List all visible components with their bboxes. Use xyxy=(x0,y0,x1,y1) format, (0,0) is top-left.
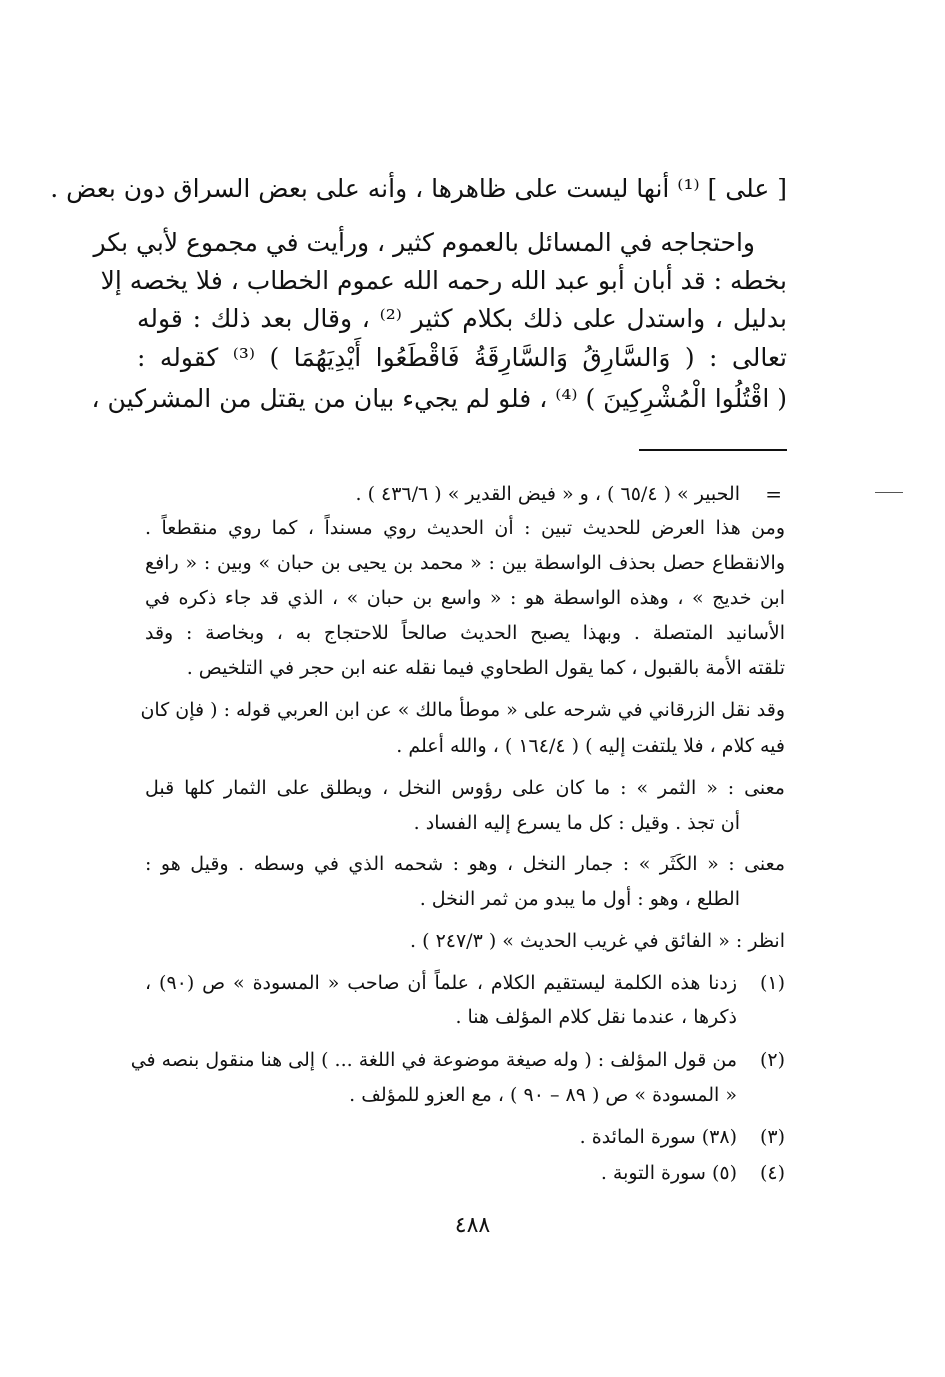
footnote-line: الحبير » ( ٦٥/٤ ) ، و « فيض القدير » ( ٤٣٦/٦ ) . xyxy=(355,483,740,505)
footnote-line: الأسانيد المتصلة . وبهذا يصبح الحديث صالحاً للاحتجاج به ، وبخاصة : وقد xyxy=(145,622,785,644)
footnote-line: ابن خديج » ، وهذه الواسطة هو : « واسع بن حبان » ، الذي قد جاء ذكره في xyxy=(145,587,785,609)
footnote-line: فيه كلام ، فلا يلتفت إليه ) ( ١٦٤/٤ ) ، والله أعلم . xyxy=(396,735,785,757)
footnote-line: انظر : « الفائق في غريب الحديث » ( ٢٤٧/٣ ) . xyxy=(410,930,785,952)
footnote-line: معنى : « الثمر » : ما كان على رؤوس النخل ، ويطلق على الثمار كلها قبل xyxy=(145,777,785,799)
main-line-3: بخطه : قد أبان أبو عبد الله رحمه الله عموم الخطاب ، فلا يخصه إلا xyxy=(100,266,787,295)
main-line-2: واحتجاجه في المسائل بالعموم كثير ، ورأيت في مجموع لأبي بكر xyxy=(93,228,755,257)
footnote-number: (٤) xyxy=(759,1162,785,1184)
footnote-line: زدنا هذه الكلمة ليستقيم الكلام ، علماً أن صاحب « المسودة » ص (٩٠) ، xyxy=(145,972,737,994)
footnote-line: والانقطاع حصل بحذف الواسطة بين : « محمد بن يحيى بن حبان » وبين : « رافع xyxy=(145,552,785,574)
footnote-line: « المسودة » ص ( ٨٩ – ٩٠ ) ، مع العزو للمؤلف . xyxy=(349,1084,737,1106)
footnote-line: (٥) سورة التوبة . xyxy=(600,1162,737,1184)
footnote-line: ذكرها ، عندما نقل كلام المؤلف هنا . xyxy=(455,1006,737,1028)
main-line-1: [ على ] ⁽¹⁾ أنها ليست على ظاهرها ، وأنه على بعض السراق دون بعض . xyxy=(50,174,787,203)
margin-dash xyxy=(875,492,903,493)
footnote-line: الطلع ، وهو : أول ما يبدو من ثمر النخل . xyxy=(419,888,740,910)
footnote-line: تلقته الأمة بالقبول ، كما يقول الطحاوي فيما نقله عنه ابن حجر في التلخيص . xyxy=(186,657,785,679)
footnote-separator xyxy=(639,449,787,451)
main-line-4: بدليل ، واستدل على ذلك بكلام كثير ⁽²⁾ ، وقال بعد ذلك : قوله xyxy=(137,304,787,333)
footnote-line: من قول المؤلف : ( وله صيغة موضوعة في اللغة ... ) إلى هنا منقول بنصه في xyxy=(130,1049,737,1071)
continuation-mark: = xyxy=(765,482,782,506)
main-line-5: تعالى : ( وَالسَّارِقُ وَالسَّارِقَةُ فَاقْطَعُوا أَيْدِيَهُمَا ) ⁽³⁾ كقوله : xyxy=(137,343,787,372)
footnote-line: (٣٨) سورة المائدة . xyxy=(579,1126,737,1148)
main-line-6: ( اقْتُلُوا الْمُشْرِكِينَ ) ⁽⁴⁾ ، فلو لم يجيء بيان من يقتل من المشركين ، xyxy=(91,384,787,413)
footnote-number: (١) xyxy=(759,972,785,994)
page-number: ٤٨٨ xyxy=(454,1213,491,1238)
footnote-line: أن تجذ . وقيل : كل ما يسرع إليه الفساد . xyxy=(413,812,740,834)
footnote-line: وقد نقل الزرقاني في شرحه على « موطأ مالك » عن ابن العربي قوله : ( فإن كان xyxy=(140,699,785,721)
footnote-number: (٣) xyxy=(759,1126,785,1148)
footnote-line: معنى : « الكَثَر » : جمار النخل ، وهو : شحمه الذي في وسطه . وقيل هو : xyxy=(145,853,785,875)
footnote-number: (٢) xyxy=(759,1049,785,1071)
footnote-line: ومن هذا العرض للحديث تبين : أن الحديث روي مسنداً ، كما روي منقطعاً . xyxy=(145,517,785,539)
